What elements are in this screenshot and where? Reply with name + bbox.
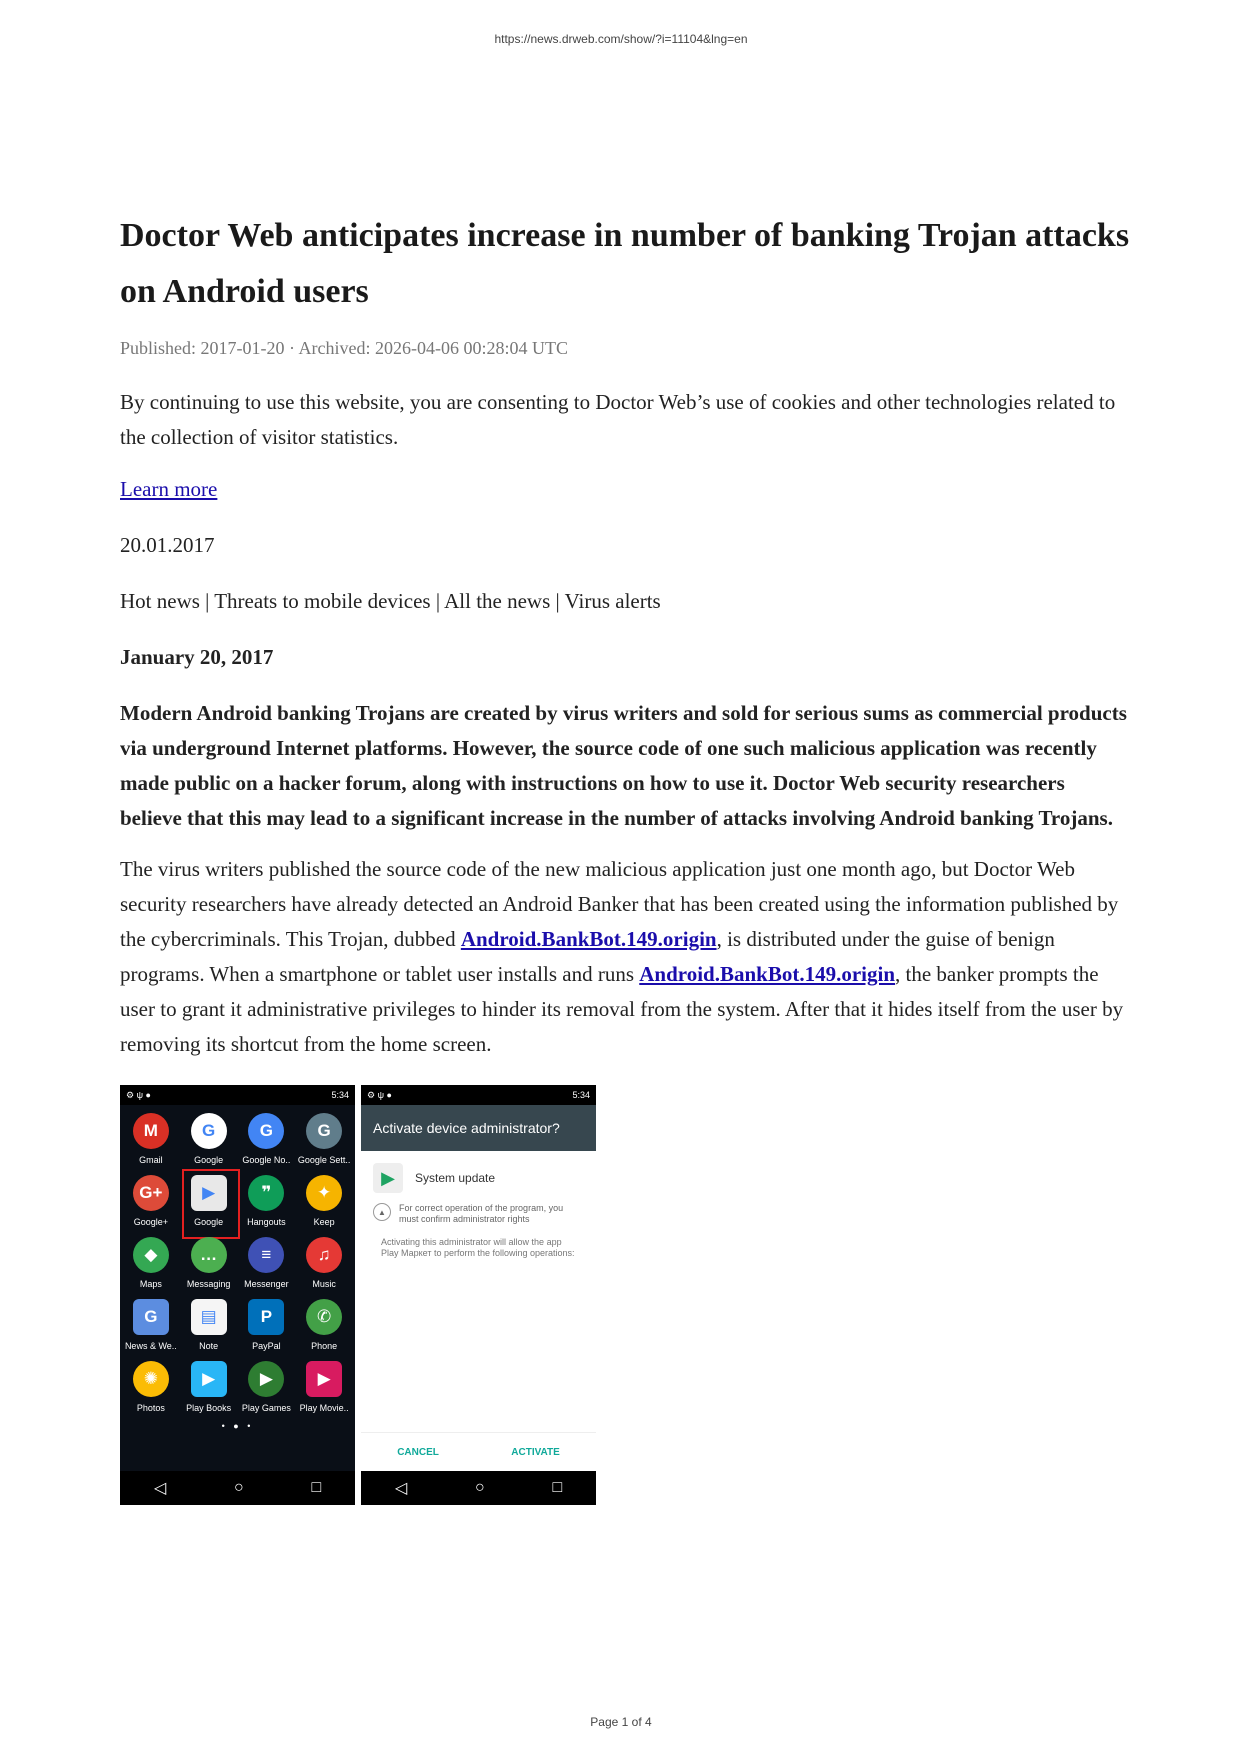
app-label: Maps [139,1279,162,1289]
cancel-button: CANCEL [397,1446,439,1458]
app-name: System update [415,1171,496,1185]
page-number: Page 1 of 4 [590,1715,652,1729]
google-news-icon: G [248,1113,284,1149]
app-tile [180,1175,238,1227]
category-links: Hot news | Threats to mobile devices | All the news | Virus alerts [120,589,661,613]
app-tile [295,1113,353,1165]
google-plus-icon: G+ [133,1175,169,1211]
date-short: 20.01.2017 [120,533,215,557]
dialog-title: Activate device administrator? [361,1105,596,1151]
note-icon: ▤ [191,1299,227,1335]
status-time: 5:34 [572,1090,590,1100]
news-weather-icon: G [133,1299,169,1335]
app-grid [120,1105,355,1413]
app-label: Messenger [244,1279,289,1289]
app-tile [122,1175,180,1227]
home-screen-screenshot [120,1085,355,1505]
app-tile [122,1237,180,1289]
admin-note [361,1197,596,1231]
back-icon: ◁ [153,1480,167,1497]
app-label: Keep [313,1217,335,1227]
status-icons-left: ⚙ ψ ● [126,1089,151,1100]
play-games-icon: ▶ [248,1361,284,1397]
app-tile [295,1299,353,1351]
body-text-1: The virus writers published the source code of the new malicious application just one month ago, but Doctor Web security researchers have already detected an Android Banker that has been created using the information published by the cybercriminals. This Trojan, dubbed [120,857,1119,951]
paypal-icon: P [248,1299,284,1335]
app-label: Play Movie.. [299,1403,349,1413]
play-store-icon: ▶ [191,1175,227,1211]
status-bar [361,1085,596,1105]
lead-paragraph: Modern Android banking Trojans are created by virus writers and sold for serious sums as commercial products via underground Internet platforms. However, the source code of one such malicious application was recently made public on a hacker forum, along with instructions on how to use it. Doctor Web security researchers believe that this may lead to a significant increase in the number of attacks involving Android banking Trojans. [120,701,1127,830]
play-movies-icon: ▶ [306,1361,342,1397]
app-label: Google No.. [242,1155,291,1165]
app-label: Hangouts [247,1217,286,1227]
app-label: PayPal [252,1341,281,1351]
body-text-3: , the banker prompts the user to grant it administrative privileges to hinder its removal from the system. After that it hides itself from the user by removing its shortcut from the home screen. [120,962,1124,1056]
app-tile [180,1361,238,1413]
play-books-icon: ▶ [191,1361,227,1397]
app-label: News & We.. [124,1341,177,1351]
date-long: January 20, 2017 [120,645,274,669]
app-label: Photos [136,1403,165,1413]
activate-button: ACTIVATE [511,1446,560,1458]
app-label: Phone [311,1341,338,1351]
app-tile [122,1113,180,1165]
app-label: Note [199,1341,219,1351]
admin-dialog-screenshot [361,1085,596,1505]
up-arrow-icon: ▲ [373,1203,391,1221]
highlight-box [182,1169,240,1239]
app-tile [295,1361,353,1413]
app-label: Gmail [139,1155,163,1165]
app-label: Music [312,1279,336,1289]
music-icon: ♫ [306,1237,342,1273]
app-label: Google [194,1217,224,1227]
photos-icon: ✺ [133,1361,169,1397]
app-tile [238,1175,296,1227]
app-tile [122,1361,180,1413]
app-tile [122,1299,180,1351]
status-bar [120,1085,355,1105]
keep-icon: ✦ [306,1175,342,1211]
messenger-icon: ≡ [248,1237,284,1273]
app-tile [238,1113,296,1165]
app-label: Google Sett.. [297,1155,351,1165]
learn-more-link[interactable]: Learn more [120,477,218,501]
bankbot-link-2[interactable]: Android.BankBot.149.origin [639,962,896,986]
app-label: Messaging [186,1279,231,1289]
nav-bar [361,1471,596,1505]
screenshots [120,1085,1130,1505]
back-icon: ◁ [394,1480,408,1497]
app-label: Play Games [241,1403,291,1413]
app-label: Google+ [133,1217,169,1227]
cookie-notice: By continuing to use this website, you are consenting to Doctor Web’s use of cookies and other technologies related to the collection of visitor statistics. [120,390,1116,449]
app-label: Play Books [186,1403,232,1413]
app-tile [295,1237,353,1289]
nav-bar [120,1471,355,1505]
admin-note-2: Activating this administrator will allow the app Play Маркет to perform the following operations: [381,1237,575,1258]
phone-icon: ✆ [306,1299,342,1335]
app-tile [238,1299,296,1351]
app-tile [238,1361,296,1413]
recents-icon: □ [552,1479,563,1496]
article [120,208,1130,1505]
app-tile [180,1237,238,1289]
bankbot-link-1[interactable]: Android.BankBot.149.origin [460,927,717,951]
source-url: https://news.drweb.com/show/?i=11104&lng=en [494,32,748,46]
recents-icon: □ [311,1479,322,1496]
google-settings-icon: G [306,1113,342,1149]
hangouts-icon: ❞ [248,1175,284,1211]
maps-icon: ◆ [133,1237,169,1273]
dialog-actions [361,1432,596,1471]
article-title: Doctor Web anticipates increase in number of banking Trojan attacks on Android users [120,217,1130,310]
messaging-icon: … [191,1237,227,1273]
app-label: Google [194,1155,224,1165]
app-tile [180,1113,238,1165]
publish-meta: Published: 2017-01-20 · Archived: 2026-04-06 00:28:04 UTC [120,338,568,358]
gmail-icon: M [133,1113,169,1149]
body-text-2: , is distributed under the guise of benign programs. When a smartphone or tablet user installs and runs [120,927,1055,986]
home-icon: ○ [233,1479,244,1496]
body-paragraph [120,852,1130,1062]
status-icons-left: ⚙ ψ ● [367,1089,392,1100]
home-icon: ○ [474,1479,485,1496]
app-row [361,1151,596,1197]
page-dots: • ● • [221,1421,254,1431]
package-icon: ▶ [373,1163,403,1193]
app-tile [180,1299,238,1351]
google-icon: G [191,1113,227,1149]
admin-note-text: For correct operation of the program, you must confirm administrator rights [399,1203,564,1224]
app-tile [295,1175,353,1227]
app-tile [238,1237,296,1289]
status-time: 5:34 [331,1090,349,1100]
